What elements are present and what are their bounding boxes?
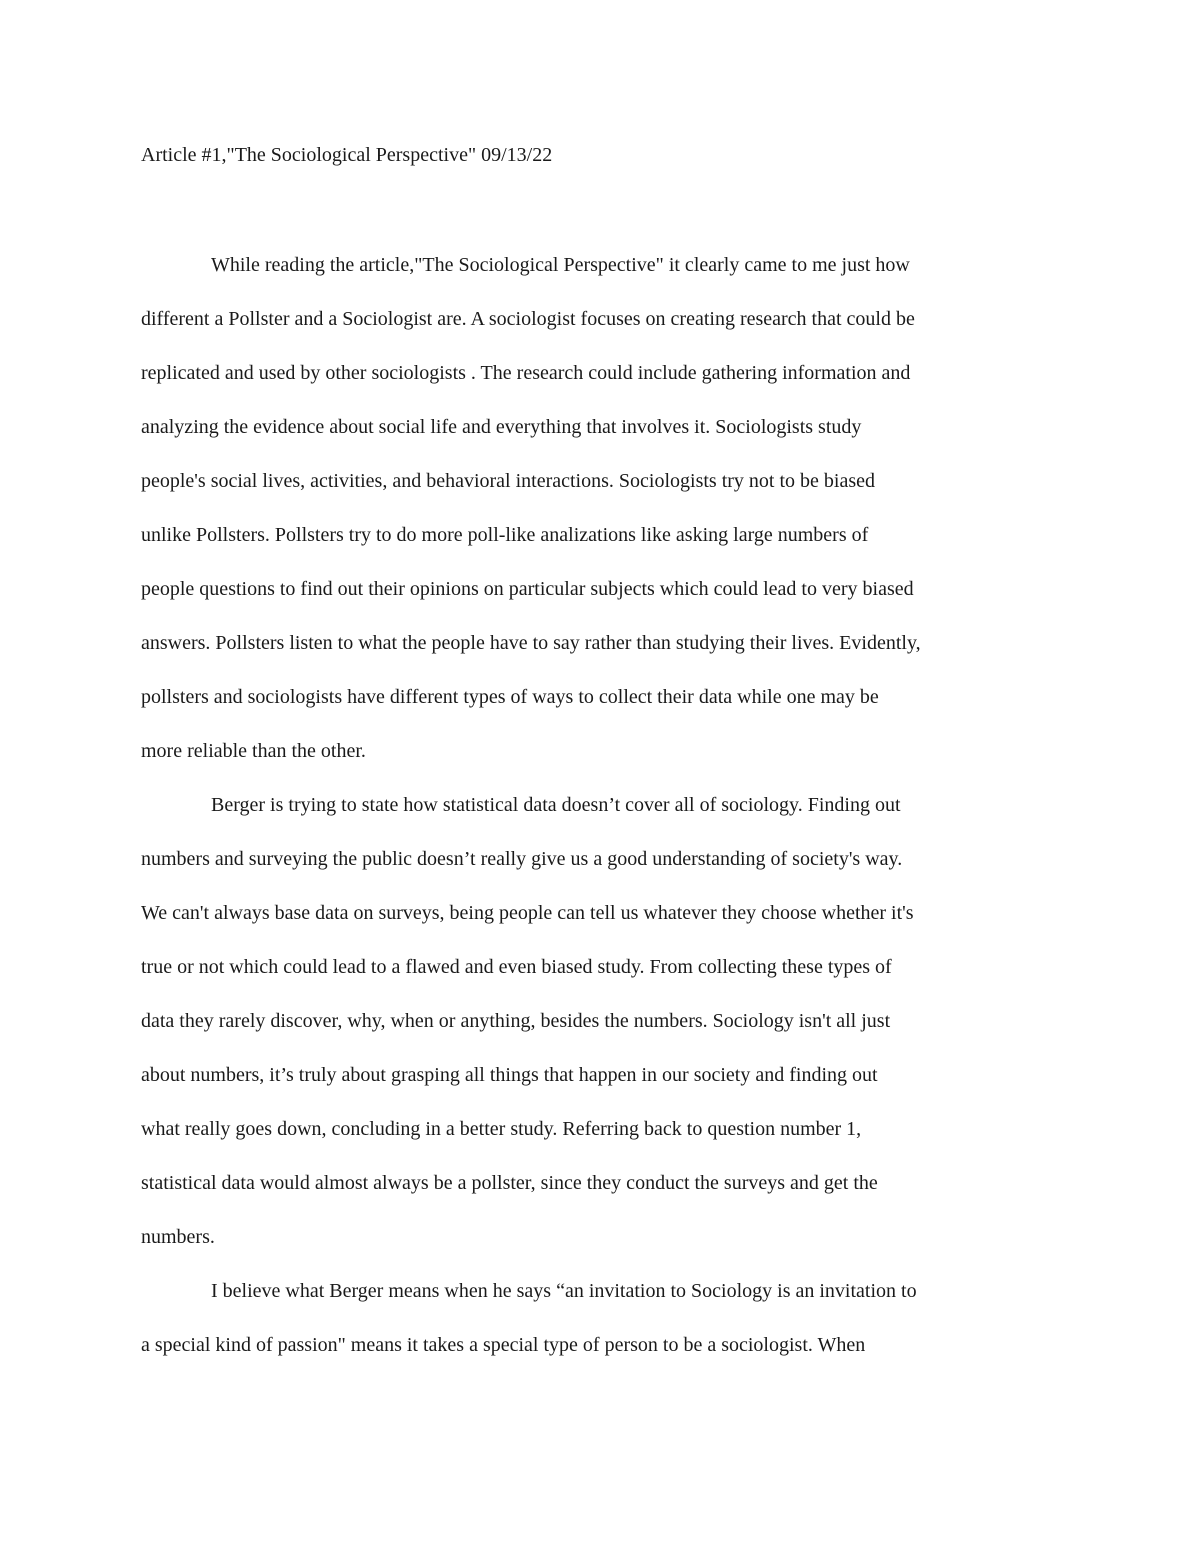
paragraph-1-line-9: pollsters and sociologists have different types of ways to collect their data while one may be	[141, 686, 879, 708]
paragraph-1-line-4: analyzing the evidence about social life and everything that involves it. Sociologists study	[141, 416, 862, 438]
paragraph-1-line-10: more reliable than the other.	[141, 740, 366, 762]
paragraph-2-line-9: numbers.	[141, 1226, 215, 1248]
paragraph-1-line-6: unlike Pollsters. Pollsters try to do more poll-like analizations like asking large numbers of	[141, 524, 869, 546]
paragraph-1-line-5: people's social lives, activities, and behavioral interactions. Sociologists try not to be biased	[141, 470, 875, 492]
paragraph-2-line-1: Berger is trying to state how statistical data doesn’t cover all of sociology. Finding out	[211, 794, 901, 816]
paragraph-3-line-1: I believe what Berger means when he says “an invitation to Sociology is an invitation to	[211, 1280, 917, 1302]
paragraph-2-line-4: true or not which could lead to a flawed and even biased study. From collecting these types of	[141, 956, 892, 978]
paragraph-2-line-3: We can't always base data on surveys, being people can tell us whatever they choose whether it's	[141, 902, 914, 924]
paragraph-1-line-1: While reading the article,"The Sociological Perspective" it clearly came to me just how	[211, 254, 910, 276]
paragraph-2-line-6: about numbers, it’s truly about grasping all things that happen in our society and finding out	[141, 1064, 878, 1086]
paragraph-1-line-2: different a Pollster and a Sociologist are. A sociologist focuses on creating research that could be	[141, 308, 915, 330]
document-title: Article #1,"The Sociological Perspective" 09/13/22	[141, 144, 553, 166]
paragraph-1-line-7: people questions to find out their opinions on particular subjects which could lead to very biased	[141, 578, 914, 600]
paragraph-2-line-2: numbers and surveying the public doesn’t really give us a good understanding of society's way.	[141, 848, 903, 870]
paragraph-1-line-3: replicated and used by other sociologists . The research could include gathering information and	[141, 362, 911, 384]
paragraph-2-line-5: data they rarely discover, why, when or anything, besides the numbers. Sociology isn't all just	[141, 1010, 891, 1032]
paragraph-3-line-2: a special kind of passion" means it takes a special type of person to be a sociologist. When	[141, 1334, 866, 1356]
paragraph-2-line-7: what really goes down, concluding in a better study. Referring back to question number 1,	[141, 1118, 862, 1140]
paragraph-2-line-8: statistical data would almost always be a pollster, since they conduct the surveys and get the	[141, 1172, 878, 1194]
paragraph-1-line-8: answers. Pollsters listen to what the people have to say rather than studying their lives. Evidently,	[141, 632, 921, 654]
